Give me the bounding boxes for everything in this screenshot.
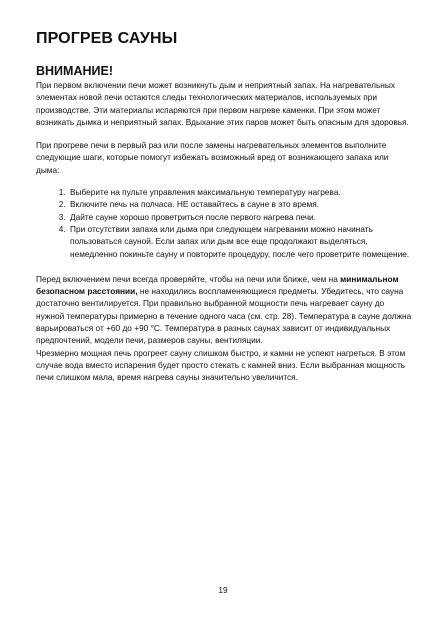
safety-text-start: Перед включением печи всегда проверяйте, чтобы на печи или ближе, чем на (36, 273, 341, 284)
intro-paragraph: При прогреве печи в первый раз или после замены нагревательных элементов выполните следующие шаги, которые помогут избежать возможный вред от возникающего запаха или дыма: (36, 140, 389, 175)
page-number: 19 (218, 585, 228, 595)
step-item: 3. Дайте сауне хорошо проветриться после первого нагрева печи. (68, 211, 412, 223)
safety-distance-emphasis: минимальном безопасном расстоянии, (36, 273, 399, 297)
safety-paragraph (36, 273, 412, 347)
step-item: 1. Выберите на пульте управления максимальную температуру нагрева. (68, 186, 412, 198)
warning-heading: ВНИМАНИЕ! (36, 64, 113, 78)
safety-text-rest: не находились воспламеняющиеся предметы. Убедитесь, что сауна достаточно вентилируется. При правильно выбранной мощности печь нагревает сауну до нужной температуры примерно в течение одного часа (см. стр. 28). Температура в сауне должна варьироваться от +60 до +90 °C. Температура в разных саунах зависит от индивидуальных предпочтений, модели печи, размеров сауны, вентиляции. (36, 286, 412, 346)
page-content (36, 30, 412, 384)
step-item: 2. Включите печь на полчаса. НЕ оставайтесь в сауне в это время. (68, 198, 412, 210)
page-title: ПРОГРЕВ САУНЫ (36, 30, 178, 47)
steps-list (36, 186, 412, 260)
warning-text: При первом включении печи может возникнуть дым и неприятный запах. На нагревательных элементах новой печи остаются следы технологических материалов, используемых при производстве. Эти материалы испаряются при первом нагреве каменки. При этом может возникать дымка и неприятный запах. Вдыхание этих паров может быть опасным для здоровья. (36, 80, 409, 127)
power-paragraph: Чрезмерно мощная печь прогреет сауну слишком быстро, и камни не успеют нагреться. В этом случае вода вместо испарения будет просто стекать с камней вниз. Если выбранная мощность печи слишком мала, время нагрева сауны значительно увеличится. (36, 347, 406, 383)
step-item: 4. При отсутствии запаха или дыма при следующем нагревании можно начинать пользоваться сауной. Если запах или дым все еще продолжают выделяться, немедленно покиньте сауну и повторите процедуру, после чего проветрите помещение. (68, 223, 412, 260)
